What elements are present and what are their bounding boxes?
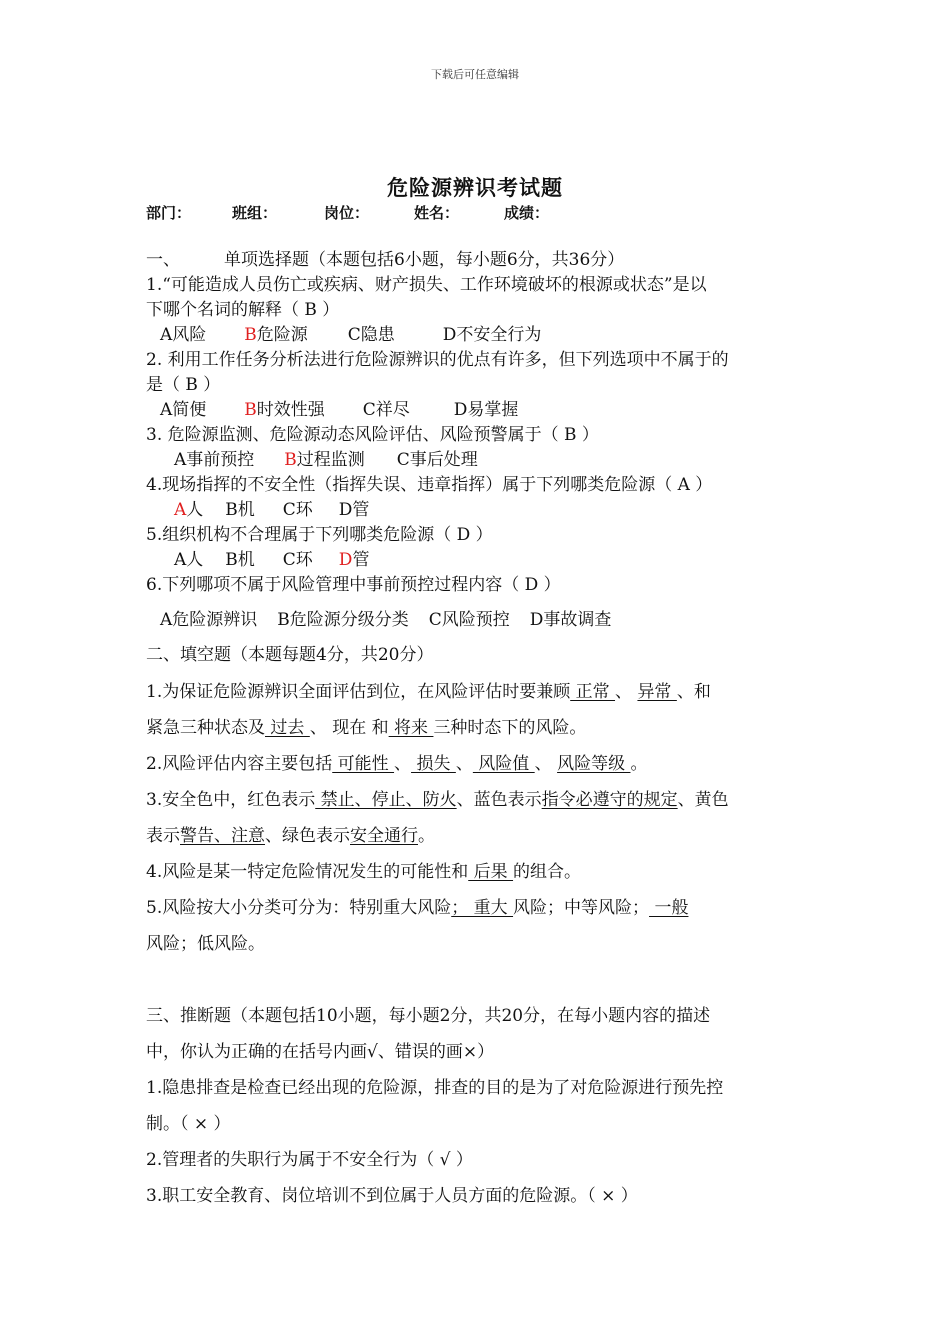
field-name: 姓名： — [414, 204, 460, 222]
q6-text: 6.下列哪项不属于风险管理中事前预控过程内容（ D ） — [146, 575, 561, 595]
text-segment: 。 — [630, 754, 648, 774]
page-title: 危险源辨识考试题 — [387, 175, 563, 200]
answer-blank: 警告、注意 — [180, 826, 265, 846]
text-segment: 风险；中等风险； — [513, 898, 650, 918]
fill-q3-line1 — [146, 788, 729, 812]
q4-options — [174, 498, 369, 522]
field-score: 成绩： — [504, 204, 550, 222]
answer-blank: 可能性 — [332, 754, 395, 774]
text-segment: 2.风险评估内容主要包括 — [146, 754, 333, 774]
q5-text: 5.组织机构不合理属于下列哪类危险源（ D ） — [146, 525, 493, 545]
q2-options — [160, 398, 518, 422]
text-segment: 、 — [534, 754, 558, 774]
option: A简便 — [160, 400, 207, 420]
answer-blank: 后果 — [468, 862, 514, 882]
q4-text: 4.现场指挥的不安全性（指挥失误、违章指挥）属于下列哪类危险源（ A ） — [146, 475, 713, 495]
text-segment: 的组合。 — [513, 862, 582, 882]
text-segment: 5.风险按大小分类可分为：特别重大风险 — [146, 898, 452, 918]
text-segment: 表示 — [146, 826, 180, 846]
answer-blank: 安全通行 — [350, 826, 418, 846]
q1-text-line2: 下哪个名词的解释（ B ） — [146, 300, 340, 320]
answer-blank: ； 重大 — [451, 898, 514, 918]
option: C隐患 — [347, 325, 395, 345]
text-segment: 4.风险是某一特定危险情况发生的可能性和 — [146, 862, 469, 882]
field-position: 岗位： — [324, 204, 370, 222]
field-team: 班组： — [232, 204, 278, 222]
answer-letter: B — [244, 325, 257, 345]
option: C风险预控 — [428, 610, 510, 630]
option: A事前预控 — [174, 450, 255, 470]
section1-number: 一、 — [146, 250, 180, 270]
option: 过程监测 — [296, 450, 365, 470]
text-segment: 、黄色 — [677, 790, 729, 810]
q2-text-line2: 是（ B ） — [146, 375, 221, 395]
text-segment: 、 — [615, 682, 638, 702]
option: C环 — [282, 500, 313, 520]
answer-blank: 将来 — [388, 718, 434, 738]
answer-blank: 一般 — [649, 898, 689, 918]
q1-options — [160, 323, 541, 347]
text-segment: 紧急三种状态及 — [146, 718, 265, 738]
judge-q1-line2: 制。（ × ） — [146, 1114, 231, 1134]
q1-text-line1: 1.“可能造成人员伤亡或疾病、财产损失、工作环境破坏的根源或状态”是以 — [146, 275, 707, 295]
option: B危险源分级分类 — [277, 610, 409, 630]
section3-heading-line1: 三、推断题（本题包括10小题，每小题2分，共20分，在每小题内容的描述 — [146, 1006, 711, 1026]
answer-blank: 正常 — [570, 682, 616, 702]
text-segment: 、 现在 和 — [309, 718, 389, 738]
option: 管 — [352, 550, 370, 570]
fill-q3-line2 — [146, 824, 435, 848]
answer-blank: 指令必遵守的规定 — [541, 790, 678, 810]
q5-options — [174, 548, 369, 572]
q3-text: 3. 危险源监测、危险源动态风险评估、风险预警属于（ B ） — [146, 425, 599, 445]
option: D管 — [338, 500, 370, 520]
option: B机 — [225, 550, 255, 570]
option: C事后处理 — [396, 450, 478, 470]
q3-options — [174, 448, 478, 472]
fill-q5-line1 — [146, 896, 688, 920]
option: C祥尽 — [362, 400, 410, 420]
text-segment: 、 — [394, 754, 412, 774]
option: C环 — [282, 550, 313, 570]
answer-blank: 损失 — [411, 754, 456, 774]
text-segment: 、蓝色表示 — [456, 790, 542, 810]
answer-letter: B — [284, 450, 297, 470]
option: D不安全行为 — [442, 325, 542, 345]
option: A危险源辨识 — [160, 610, 258, 630]
q6-options — [160, 608, 611, 632]
option: B机 — [225, 500, 255, 520]
text-segment: 1.为保证危险源辨识全面评估到位，在风险评估时要兼顾 — [146, 682, 571, 702]
q2-text-line1: 2. 利用工作任务分析法进行危险源辨识的优点有许多，但下列选项中不属于的 — [146, 350, 729, 370]
answer-letter: D — [338, 550, 353, 570]
answer-blank: 异常 — [637, 682, 677, 702]
option: D易掌握 — [453, 400, 519, 420]
judge-q2: 2.管理者的失职行为属于不安全行为（ √ ） — [146, 1150, 473, 1170]
option: 时效性强 — [256, 400, 325, 420]
section3-heading-line2: 中，你认为正确的在括号内画√、错误的画×） — [146, 1042, 495, 1062]
text-segment: 3.安全色中，红色表示 — [146, 790, 316, 810]
text-segment: 、绿色表示 — [265, 826, 350, 846]
judge-q1-line1: 1.隐患排查是检查已经出现的危险源，排查的目的是为了对危险源进行预先控 — [146, 1078, 724, 1098]
text-segment: 、 — [455, 754, 473, 774]
option: A人 — [174, 550, 204, 570]
section1-title: 单项选择题（本题包括6小题，每小题6分，共36分） — [224, 250, 625, 270]
judge-q3: 3.职工安全教育、岗位培训不到位属于人员方面的危险源。（ × ） — [146, 1186, 638, 1206]
fill-q1-line1 — [146, 680, 711, 704]
info-fields — [146, 202, 549, 223]
fill-q4 — [146, 860, 581, 884]
section2-heading: 二、填空题（本题每题4分，共20分） — [146, 645, 434, 665]
text-segment: 、和 — [676, 682, 711, 702]
header-note: 下载后可任意编辑 — [431, 68, 519, 81]
answer-letter: B — [244, 400, 257, 420]
option: 危险源 — [256, 325, 308, 345]
text-segment: 三种时态下的风险。 — [433, 718, 587, 738]
option: A风险 — [160, 325, 207, 345]
answer-blank: 风险值 — [472, 754, 535, 774]
fill-q1-line2 — [146, 716, 586, 740]
field-department: 部门： — [146, 204, 192, 222]
answer-letter: A — [174, 500, 187, 520]
fill-q2 — [146, 752, 647, 776]
option: D事故调查 — [529, 610, 612, 630]
fill-q5-line2: 风险；低风险。 — [146, 934, 265, 954]
answer-blank: 过去 — [265, 718, 310, 738]
text-segment: 。 — [418, 826, 435, 846]
option: 人 — [186, 500, 204, 520]
answer-blank: 禁止、停止、防火 — [315, 790, 457, 810]
answer-blank: 风险等级 — [557, 754, 631, 774]
section1-heading — [146, 248, 624, 272]
